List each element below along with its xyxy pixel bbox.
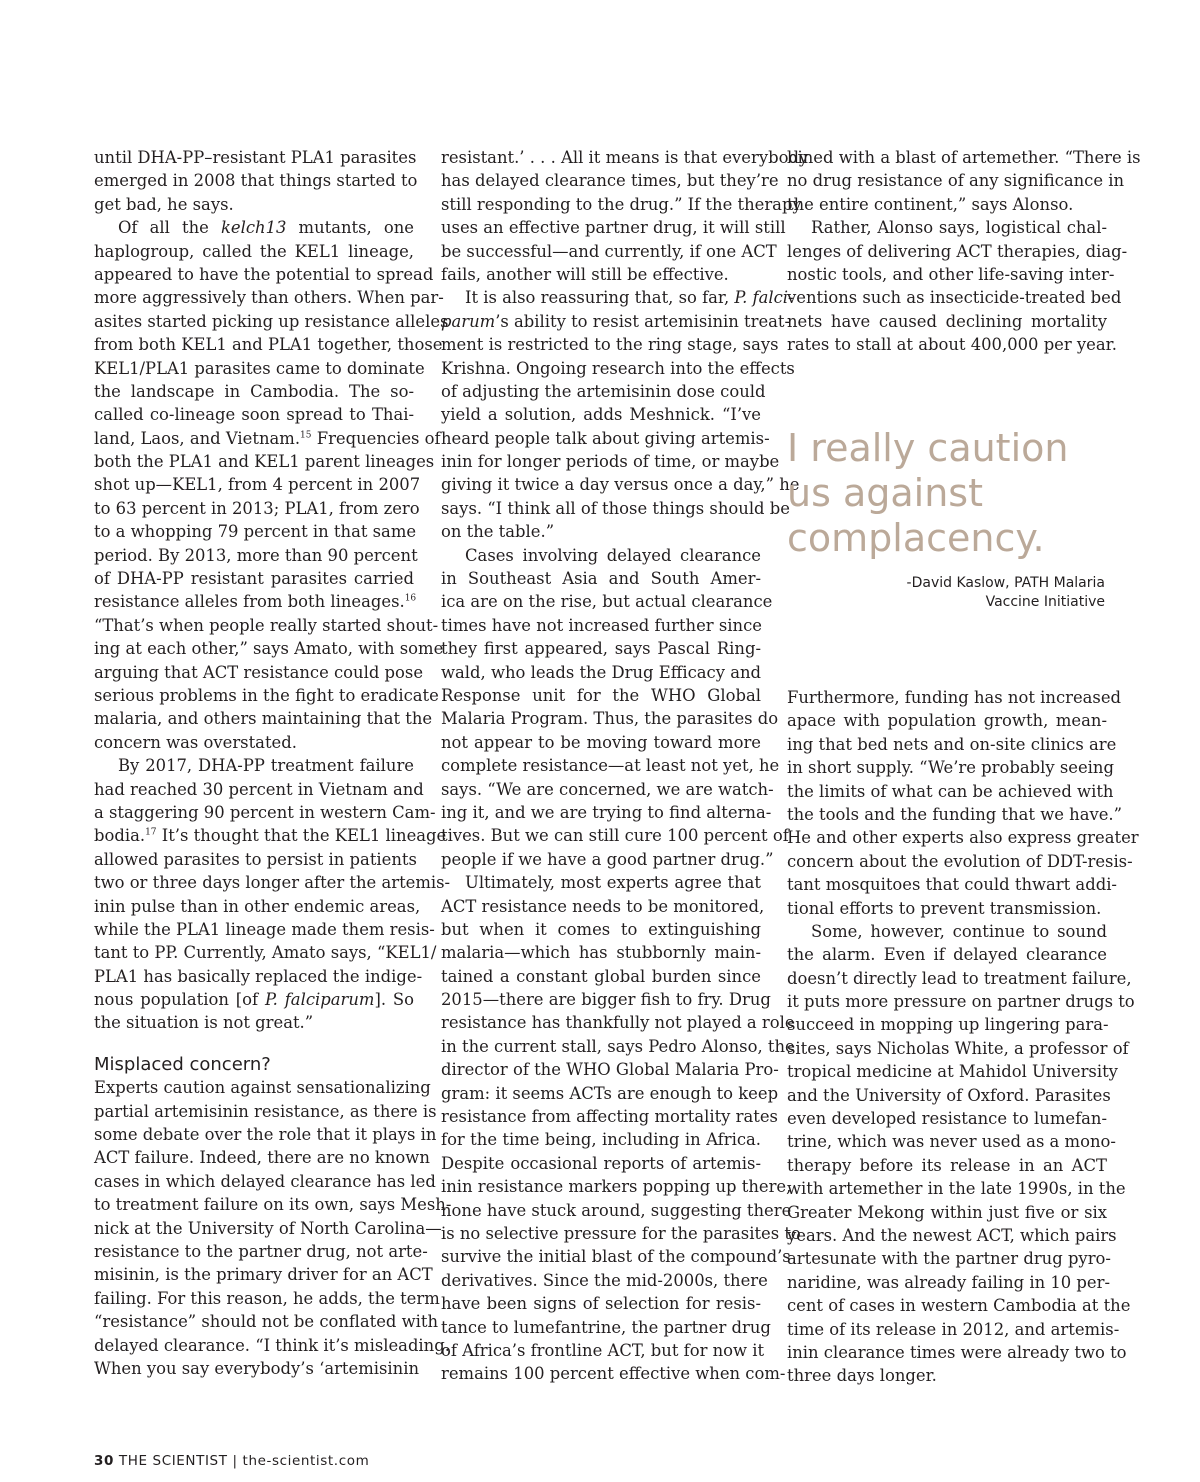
c1-p2-body-3 bbox=[94, 614, 444, 754]
c1-line-ref17: bodia.$^{17}$ It’s thought that the KEL1 lineage bbox=[94, 826, 447, 846]
text-line: yield a solution, adds Meshnick. “I’ve bbox=[441, 405, 761, 425]
text-line: heard people talk about giving artemis- bbox=[441, 428, 770, 448]
article-column-1 bbox=[94, 146, 452, 1380]
text-line: the landscape in Cambodia. The so- bbox=[94, 381, 414, 401]
c1-p3-first-line: By 2017, DHA-PP treatment failure bbox=[118, 756, 414, 776]
text-line: resistance to the partner drug, not arte- bbox=[94, 1241, 428, 1261]
c2-p2-first-line: It is also reassuring that, so far, P. falci- bbox=[465, 288, 794, 308]
c1-line-pfalciparum: nous population [of P. falciparum]. So bbox=[94, 990, 415, 1010]
text-line: none have stuck around, suggesting there bbox=[441, 1200, 792, 1220]
c3-paragraph-1 bbox=[787, 146, 1141, 216]
c1-section-body bbox=[94, 1076, 452, 1380]
text-line: naridine, was already failing in 10 per- bbox=[787, 1272, 1110, 1292]
c1-p2-body-2 bbox=[94, 450, 435, 590]
text-line: “That’s when people really started shout- bbox=[94, 615, 439, 635]
text-line: Experts caution against sensationalizing bbox=[94, 1078, 431, 1098]
text-line: says. “We are concerned, we are watch- bbox=[441, 779, 774, 799]
pull-quote-attribution: -David Kaslow, PATH Malaria Vaccine Initiative bbox=[906, 575, 1105, 610]
text-line: apace with population growth, mean- bbox=[787, 711, 1107, 731]
website-link[interactable]: the-scientist.com bbox=[242, 1453, 370, 1469]
text-line: inin clearance times were already two to bbox=[787, 1342, 1127, 1362]
text-line: concern about the evolution of DDT-resis- bbox=[787, 851, 1133, 871]
text-line: When you say everybody’s ‘artemisinin bbox=[94, 1358, 420, 1378]
text-line: 2015—there are bigger fish to fry. Drug bbox=[441, 990, 771, 1010]
text-line: ment is restricted to the ring stage, says bbox=[441, 335, 779, 355]
text-line: had reached 30 percent in Vietnam and bbox=[94, 779, 424, 799]
pull-quote-line: complacency. bbox=[787, 516, 1045, 560]
c3-paragraph-2-body bbox=[787, 240, 1128, 357]
text-line: tant to PP. Currently, Amato says, “KEL1/ bbox=[94, 943, 437, 963]
text-line: still responding to the drug.” If the therapy bbox=[441, 194, 802, 214]
c1-line-ref15: land, Laos, and Vietnam.$^{15}$ Frequencies of bbox=[94, 428, 441, 448]
text-line: Krishna. Ongoing research into the effects bbox=[441, 358, 795, 378]
text-line: KEL1/PLA1 parasites came to dominate bbox=[94, 358, 425, 378]
text-line: from both KEL1 and PLA1 together, those bbox=[94, 335, 443, 355]
text-line: tropical medicine at Mahidol University bbox=[787, 1062, 1118, 1082]
pull-quote-line: I really caution bbox=[787, 426, 1069, 470]
text-line: malaria—which has stubbornly main- bbox=[441, 943, 761, 963]
text-line: time of its release in 2012, and artemis- bbox=[787, 1319, 1120, 1339]
magazine-name: THE SCIENTIST bbox=[118, 1453, 228, 1469]
c1-paragraph-continuation bbox=[94, 146, 418, 216]
text-line: gram: it seems ACTs are enough to keep bbox=[441, 1083, 779, 1103]
text-line: serious problems in the fight to eradicate bbox=[94, 685, 439, 705]
text-line: concern was overstated. bbox=[94, 732, 297, 752]
c3-p2-first-line: Rather, Alonso says, logistical chal- bbox=[811, 218, 1107, 238]
text-line: has delayed clearance times, but they’re bbox=[441, 171, 779, 191]
c3-paragraph-4-body bbox=[787, 943, 1135, 1364]
text-line: “resistance” should not be conflated with bbox=[94, 1312, 439, 1332]
text-line: cases in which delayed clearance has led bbox=[94, 1171, 436, 1191]
text-line: remains 100 percent effective when com- bbox=[441, 1364, 786, 1384]
text-line: nostic tools, and other life-saving inter- bbox=[787, 264, 1115, 284]
text-line: in short supply. “We’re probably seeing bbox=[787, 758, 1114, 778]
text-line: uses an effective partner drug, it will still bbox=[441, 218, 786, 238]
text-line: ing at each other,” says Amato, with some bbox=[94, 639, 444, 659]
c1-p2-first-line: Of all the kelch13 mutants, one bbox=[118, 218, 414, 238]
text-line: director of the WHO Global Malaria Pro- bbox=[441, 1060, 779, 1080]
text-line: get bad, he says. bbox=[94, 194, 234, 214]
page-number: 30 bbox=[94, 1453, 114, 1469]
c1-p3-body-2 bbox=[94, 848, 451, 988]
text-line: two or three days longer after the artemis- bbox=[94, 873, 451, 893]
text-line: complete resistance—at least not yet, he bbox=[441, 756, 780, 776]
c2-paragraph-4-body bbox=[441, 895, 801, 1386]
text-line: sites, says Nicholas White, a professor of bbox=[787, 1038, 1129, 1058]
article-column-3-top bbox=[787, 146, 1141, 357]
c2-paragraph-1 bbox=[441, 146, 809, 286]
text-line: resistance has thankfully not played a role bbox=[441, 1013, 795, 1033]
article-column-3-bottom bbox=[787, 686, 1139, 1388]
text-line: on the table.” bbox=[441, 522, 555, 542]
text-line: arguing that ACT resistance could pose bbox=[94, 662, 424, 682]
text-line: survive the initial blast of the compound’s bbox=[441, 1247, 791, 1267]
text-line: Greater Mekong within just five or six bbox=[787, 1202, 1107, 1222]
text-line: called co-lineage soon spread to Thai- bbox=[94, 405, 414, 425]
text-line: PLA1 has basically replaced the indige- bbox=[94, 966, 423, 986]
text-line: ing it, and we are trying to find alterna- bbox=[441, 802, 772, 822]
text-line: the tools and the funding that we have.” bbox=[787, 804, 1123, 824]
text-line: Malaria Program. Thus, the parasites do bbox=[441, 709, 779, 729]
text-line: with artemether in the late 1990s, in the bbox=[787, 1179, 1126, 1199]
text-line: therapy before its release in an ACT bbox=[787, 1155, 1107, 1175]
text-line: says. “I think all of those things should be bbox=[441, 498, 790, 518]
text-line: bined with a blast of artemether. “There is bbox=[787, 148, 1141, 167]
text-line: tives. But we can still cure 100 percent of bbox=[441, 826, 789, 846]
c3-paragraph-3 bbox=[787, 686, 1139, 920]
text-line: He and other experts also express greater bbox=[787, 828, 1139, 848]
text-line: inin resistance markers popping up there, bbox=[441, 1177, 792, 1197]
text-line: to a whopping 79 percent in that same bbox=[94, 522, 417, 542]
text-line: times have not increased further since bbox=[441, 615, 762, 635]
text-line: no drug resistance of any significance in bbox=[787, 171, 1125, 191]
text-line: Response unit for the WHO Global bbox=[441, 685, 761, 705]
text-line: in the current stall, says Pedro Alonso, the bbox=[441, 1036, 795, 1056]
text-line: ACT failure. Indeed, there are no known bbox=[94, 1148, 430, 1168]
text-line: and the University of Oxford. Parasites bbox=[787, 1085, 1111, 1105]
text-line: to 63 percent in 2013; PLA1, from zero bbox=[94, 498, 420, 518]
article-column-2 bbox=[441, 146, 809, 1386]
pull-quote bbox=[787, 426, 1117, 561]
text-line: people if we have a good partner drug.” bbox=[441, 849, 774, 869]
section-subhead: Misplaced concern? bbox=[94, 1053, 271, 1075]
c3-p4-first-line: Some, however, continue to sound bbox=[811, 921, 1107, 941]
text-line: resistant.’ . . . All it means is that everybody bbox=[441, 148, 809, 167]
text-line: lenges of delivering ACT therapies, diag- bbox=[787, 241, 1128, 261]
text-line: ventions such as insecticide-treated bed bbox=[787, 288, 1122, 308]
text-line: rates to stall at about 400,000 per year. bbox=[787, 335, 1117, 355]
text-line: delayed clearance. “I think it’s misleading. bbox=[94, 1335, 450, 1355]
text-line: not appear to be moving toward more bbox=[441, 732, 761, 752]
text-line: they first appeared, says Pascal Ring- bbox=[441, 639, 761, 659]
c1-p2-body bbox=[94, 240, 449, 427]
text-line: asites started picking up resistance alleles bbox=[94, 311, 449, 331]
text-line: the entire continent,” says Alonso. bbox=[787, 194, 1074, 214]
text-line: ACT resistance needs to be monitored, bbox=[441, 896, 765, 916]
text-line: both the PLA1 and KEL1 parent lineages bbox=[94, 452, 435, 472]
text-line: while the PLA1 lineage made them resis- bbox=[94, 919, 435, 939]
text-line: of Africa’s frontline ACT, but for now it bbox=[441, 1340, 765, 1360]
text-line: it puts more pressure on partner drugs to bbox=[787, 992, 1135, 1012]
text-line: in Southeast Asia and South Amer- bbox=[441, 569, 761, 589]
text-line: allowed parasites to persist in patients bbox=[94, 849, 417, 869]
text-line: haplogroup, called the KEL1 lineage, bbox=[94, 241, 414, 261]
text-line: have been signs of selection for resis- bbox=[441, 1294, 761, 1314]
text-line: the alarm. Even if delayed clearance bbox=[787, 945, 1107, 965]
text-line: failing. For this reason, he adds, the term bbox=[94, 1288, 440, 1308]
text-line: even developed resistance to lumefan- bbox=[787, 1109, 1107, 1129]
text-line: tional efforts to prevent transmission. bbox=[787, 898, 1102, 918]
text-line: giving it twice a day versus once a day,” he bbox=[441, 475, 800, 495]
text-line: malaria, and others maintaining that the bbox=[94, 709, 433, 729]
text-line: more aggressively than others. When par- bbox=[94, 288, 444, 308]
text-line: of adjusting the artemisinin dose could bbox=[441, 381, 766, 401]
text-line: period. By 2013, more than 90 percent bbox=[94, 545, 418, 565]
text-line: inin for longer periods of time, or maybe bbox=[441, 452, 780, 472]
text-line: a staggering 90 percent in western Cam- bbox=[94, 802, 436, 822]
text-line: misinin, is the primary driver for an ACT bbox=[94, 1265, 433, 1285]
text-line: years. And the newest ACT, which pairs bbox=[787, 1225, 1117, 1245]
text-line: to treatment failure on its own, says Mesh- bbox=[94, 1195, 452, 1215]
text-line: the limits of what can be achieved with bbox=[787, 781, 1114, 801]
text-line: Furthermore, funding has not increased bbox=[787, 688, 1122, 707]
text-line: tance to lumefantrine, the partner drug bbox=[441, 1317, 771, 1337]
text-line: of DHA-PP resistant parasites carried bbox=[94, 569, 414, 589]
text-line: partial artemisinin resistance, as there is bbox=[94, 1101, 437, 1121]
text-line: ica are on the rise, but actual clearance bbox=[441, 592, 773, 612]
c2-paragraph-2-body bbox=[441, 333, 800, 544]
text-line: cent of cases in western Cambodia at the bbox=[787, 1296, 1131, 1316]
text-line: emerged in 2008 that things started to bbox=[94, 171, 418, 191]
c2-paragraph-3-body bbox=[441, 567, 789, 871]
text-line: tained a constant global burden since bbox=[441, 966, 761, 986]
text-line: tant mosquitoes that could thwart addi- bbox=[787, 875, 1117, 895]
text-line: is no selective pressure for the parasites to bbox=[441, 1223, 801, 1243]
text-line: wald, who leads the Drug Efficacy and bbox=[441, 662, 762, 682]
text-line: succeed in mopping up lingering para- bbox=[787, 1015, 1109, 1035]
text-line: shot up—KEL1, from 4 percent in 2007 bbox=[94, 475, 421, 495]
pull-quote-line: us against bbox=[787, 471, 983, 515]
text-line: for the time being, including in Africa. bbox=[441, 1130, 761, 1150]
text-line: be successful—and currently, if one ACT bbox=[441, 241, 777, 261]
text-line: Despite occasional reports of artemis- bbox=[441, 1153, 761, 1173]
text-line: nets have caused declining mortality bbox=[787, 311, 1107, 331]
text-line: trine, which was never used as a mono- bbox=[787, 1132, 1116, 1152]
c3-last-line: three days longer. bbox=[787, 1366, 937, 1386]
c2-p3-first-line: Cases involving delayed clearance bbox=[465, 545, 761, 565]
text-line: doesn’t directly lead to treatment failure, bbox=[787, 968, 1132, 988]
c2-p2-second-line: parum’s ability to resist artemisinin treat- bbox=[441, 311, 791, 331]
text-line: artesunate with the partner drug pyro- bbox=[787, 1249, 1111, 1269]
text-line: until DHA-PP–resistant PLA1 parasites bbox=[94, 148, 417, 167]
c1-p3-body bbox=[94, 778, 436, 825]
c1-line-ref16: resistance alleles from both lineages.$^{16}$ bbox=[94, 592, 417, 612]
text-line: resistance from affecting mortality rates bbox=[441, 1107, 778, 1127]
text-line: some debate over the role that it plays in bbox=[94, 1125, 437, 1145]
text-line: fails, another will still be effective. bbox=[441, 264, 729, 284]
text-line: nick at the University of North Carolina— bbox=[94, 1218, 442, 1238]
text-line: derivatives. Since the mid-2000s, there bbox=[441, 1270, 768, 1290]
text-line: appeared to have the potential to spread bbox=[94, 264, 434, 284]
text-line: inin pulse than in other endemic areas, bbox=[94, 896, 421, 916]
text-line: ing that bed nets and on-site clinics are bbox=[787, 734, 1117, 754]
c2-p4-first-line: Ultimately, most experts agree that bbox=[465, 873, 761, 893]
footer-separator: | bbox=[232, 1453, 238, 1469]
c1-p3-last-line: the situation is not great.” bbox=[94, 1013, 314, 1033]
page-footer bbox=[94, 1453, 369, 1469]
text-line: but when it comes to extinguishing bbox=[441, 919, 761, 939]
